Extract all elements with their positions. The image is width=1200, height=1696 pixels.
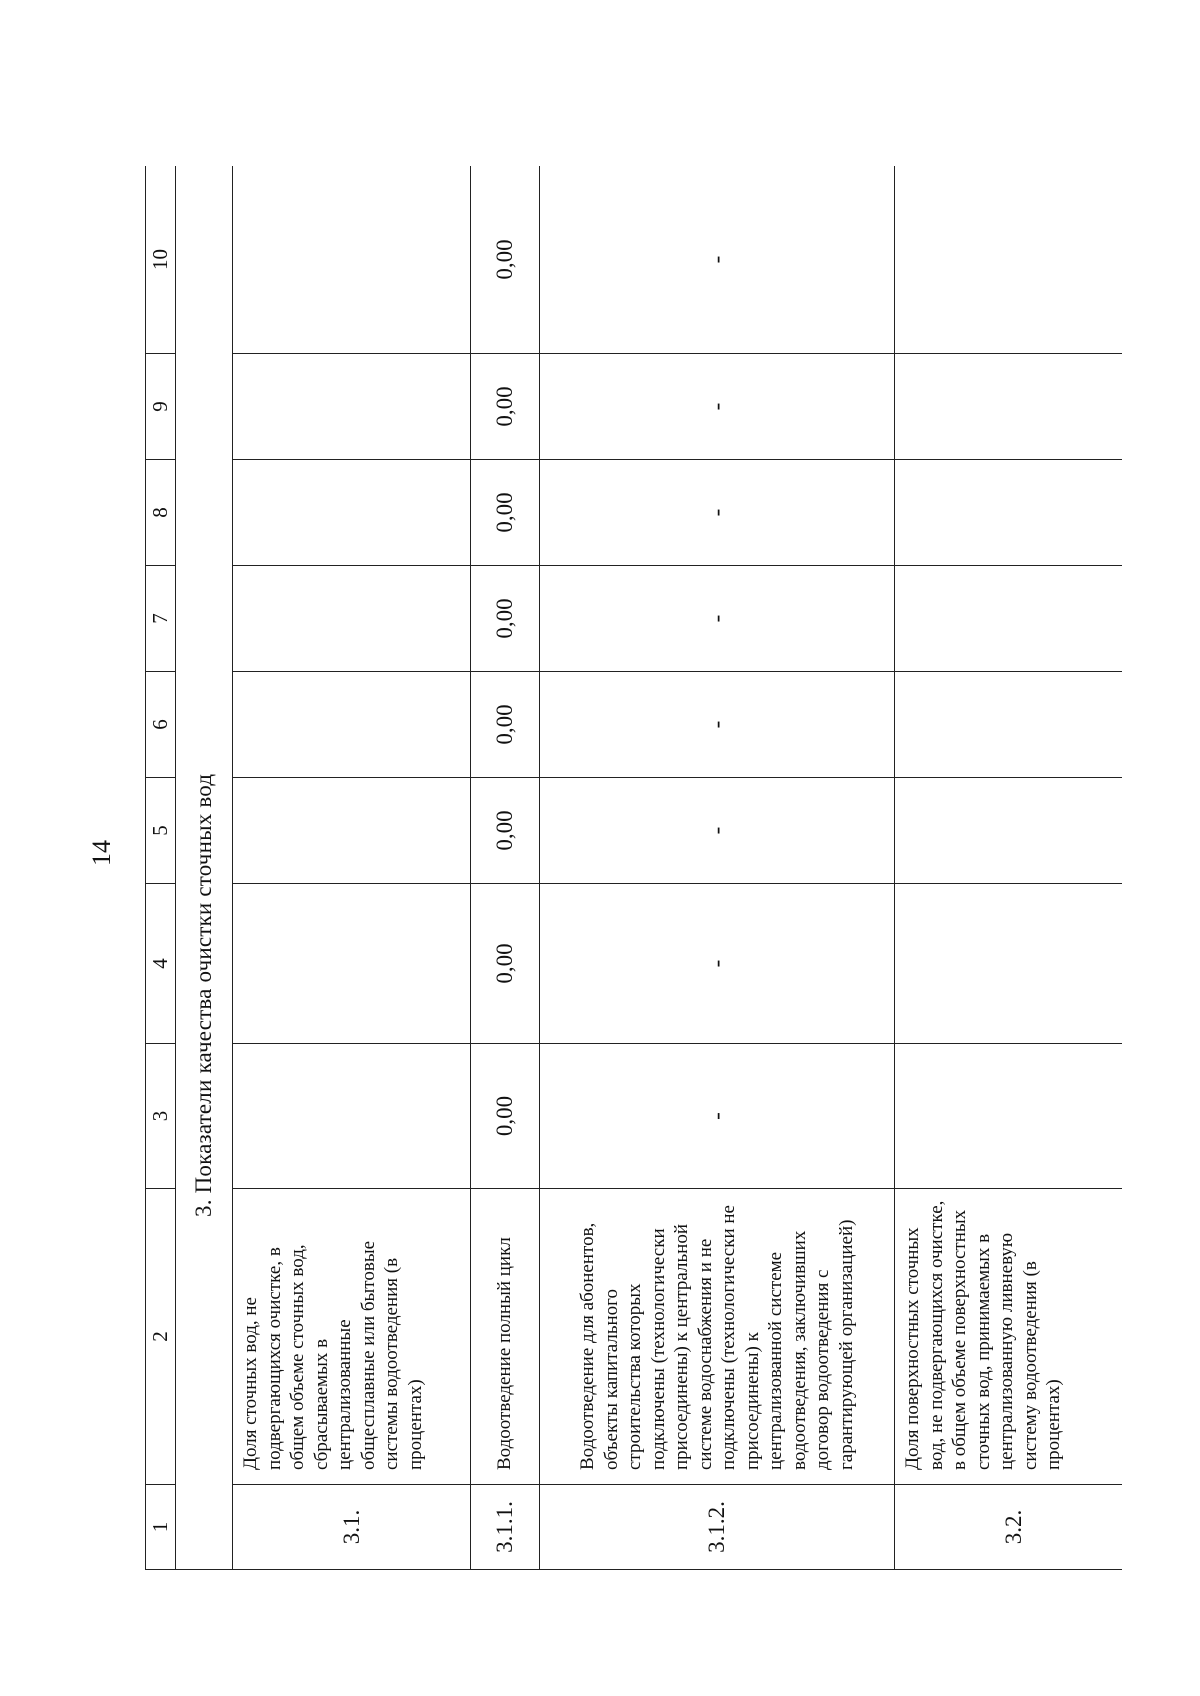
value-cell: 0,00	[471, 566, 540, 672]
header-row	[146, 166, 176, 1570]
row-number: 3.1.	[233, 1485, 471, 1570]
page-number: 14	[87, 840, 116, 866]
row-number: 3.2.	[895, 1485, 1123, 1570]
value-cell: 0,00	[471, 778, 540, 884]
value-cell	[895, 566, 1123, 672]
header-cell-9: 9	[146, 354, 176, 460]
header-cell-5: 5	[146, 778, 176, 884]
value-cell	[233, 166, 471, 354]
row-description: Доля поверхностных сточных вод, не подвергающихся очистке, в общем объеме поверхностных сточных вод, принимаемых в централизованную ливневую систему водоотведения (в процентах)	[895, 1189, 1123, 1485]
header-cell-7: 7	[146, 566, 176, 672]
value-cell	[895, 884, 1123, 1044]
value-cell: -	[540, 460, 895, 566]
table-row	[895, 166, 1123, 1570]
value-cell	[895, 460, 1123, 566]
value-cell	[233, 778, 471, 884]
value-cell	[233, 1044, 471, 1189]
table-row	[471, 166, 540, 1570]
value-cell	[233, 566, 471, 672]
row-description: Водоотведение для абонентов, объекты капитального строительства которых подключены (технологически присоединены) к центральной системе водоснабжения и не подключены (технологически не присоединены) к централизованной системе водоотведения, заключивших договор водоотведения с гарантирующей организацией)	[540, 1189, 895, 1485]
table-row	[233, 166, 471, 1570]
value-cell: 0,00	[471, 672, 540, 778]
value-cell	[233, 460, 471, 566]
header-cell-4: 4	[146, 884, 176, 1044]
section-title: 3. Показатели качества очистки сточных вод	[176, 166, 233, 1570]
value-cell: 0,00	[471, 166, 540, 354]
header-cell-6: 6	[146, 672, 176, 778]
row-description: Доля сточных вод, не подвергающихся очистке, в общем объеме сточных вод, сбрасываемых в централизованные общесплавные или бытовые системы водоотведения (в процентах)	[233, 1189, 471, 1485]
row-number: 3.1.2.	[540, 1485, 895, 1570]
header-cell-3: 3	[146, 1044, 176, 1189]
header-cell-1: 1	[146, 1485, 176, 1570]
value-cell: 0,00	[471, 884, 540, 1044]
header-cell-2: 2	[146, 1189, 176, 1485]
value-cell: -	[540, 166, 895, 354]
value-cell	[895, 778, 1123, 884]
value-cell: -	[540, 354, 895, 460]
value-cell	[233, 672, 471, 778]
value-cell: 0,00	[471, 460, 540, 566]
value-cell: -	[540, 884, 895, 1044]
value-cell: -	[540, 672, 895, 778]
value-cell	[895, 1044, 1123, 1189]
value-cell: 0,00	[471, 1044, 540, 1189]
row-description: Водоотведение полный цикл	[471, 1189, 540, 1485]
table-rotation-frame	[145, 166, 1122, 1570]
value-cell: -	[540, 1044, 895, 1189]
table-landscape	[145, 166, 1122, 1570]
header-cell-8: 8	[146, 460, 176, 566]
value-cell: -	[540, 566, 895, 672]
header-cell-10: 10	[146, 166, 176, 354]
value-cell: 0,00	[471, 354, 540, 460]
table-row	[540, 166, 895, 1570]
value-cell: -	[540, 778, 895, 884]
value-cell	[895, 672, 1123, 778]
section-row	[176, 166, 233, 1570]
indicators-table	[145, 166, 1122, 1570]
value-cell	[895, 354, 1123, 460]
value-cell	[233, 354, 471, 460]
value-cell	[233, 884, 471, 1044]
row-number: 3.1.1.	[471, 1485, 540, 1570]
value-cell	[895, 166, 1123, 354]
